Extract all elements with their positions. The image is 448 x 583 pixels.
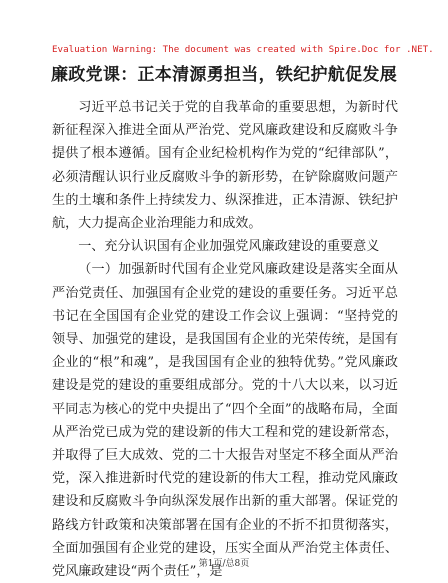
section-heading: 一、充分认识国有企业加强党风廉政建设的重要意义	[78, 239, 380, 255]
intro-paragraph: 习近平总书记关于党的自我革命的重要思想，为新时代新征程深入推进全面从严治党、党风廉政建设和反腐败斗争提供了根本遵循。国有企业纪检机构作为党的“纪律部队”，必须清醒认识行业反腐败斗争的新形势，在铲除腐败问题产生的土壤和条件上持续发力、纵深推进，正本清源、铁纪护航，大力提高企业治理能力和成效。	[52, 100, 398, 232]
body-paragraph: （一）加强新时代国有企业党风廉政建设是落实全面从严治党责任、加强国有企业党的建设的重要任务。习近平总书记在全国国有企业党的建设工作会议上强调：“坚持党的领导、加强党的建设，是我国国有企业的光荣传统，是国有企业的“根”和魂”，是我国国有企业的独特优势。”党风廉政建设是党的建设的重要组成部分。党的十八大以来，以习近平同志为核心的党中央提出了“四个全面”的战略布局，全面从严治党已成为党的建设新的伟大工程和党的建设新常态，并取得了巨大成效、党的二十大报告对坚定不移全面从严治党，深入推进新时代党的建设新的伟大工程，推动党风廉政建设和反腐败斗争向纵深发展作出新的重大部署。保证党的路线方针政策和决策部署在国有企业的不折不扣贯彻落实，全面加强国有企业党的建设，压实全面从严治党主体责任、党风廉政建设“两个责任”，是	[52, 262, 398, 580]
evaluation-watermark: Evaluation Warning: The document was created with Spire.Doc for .NET.	[52, 44, 434, 55]
document-body	[52, 96, 398, 583]
page-number: 第1页/总8页	[198, 559, 250, 569]
document-title: 廉政党课：正本清源勇担当，铁纪护航促发展	[51, 65, 397, 85]
